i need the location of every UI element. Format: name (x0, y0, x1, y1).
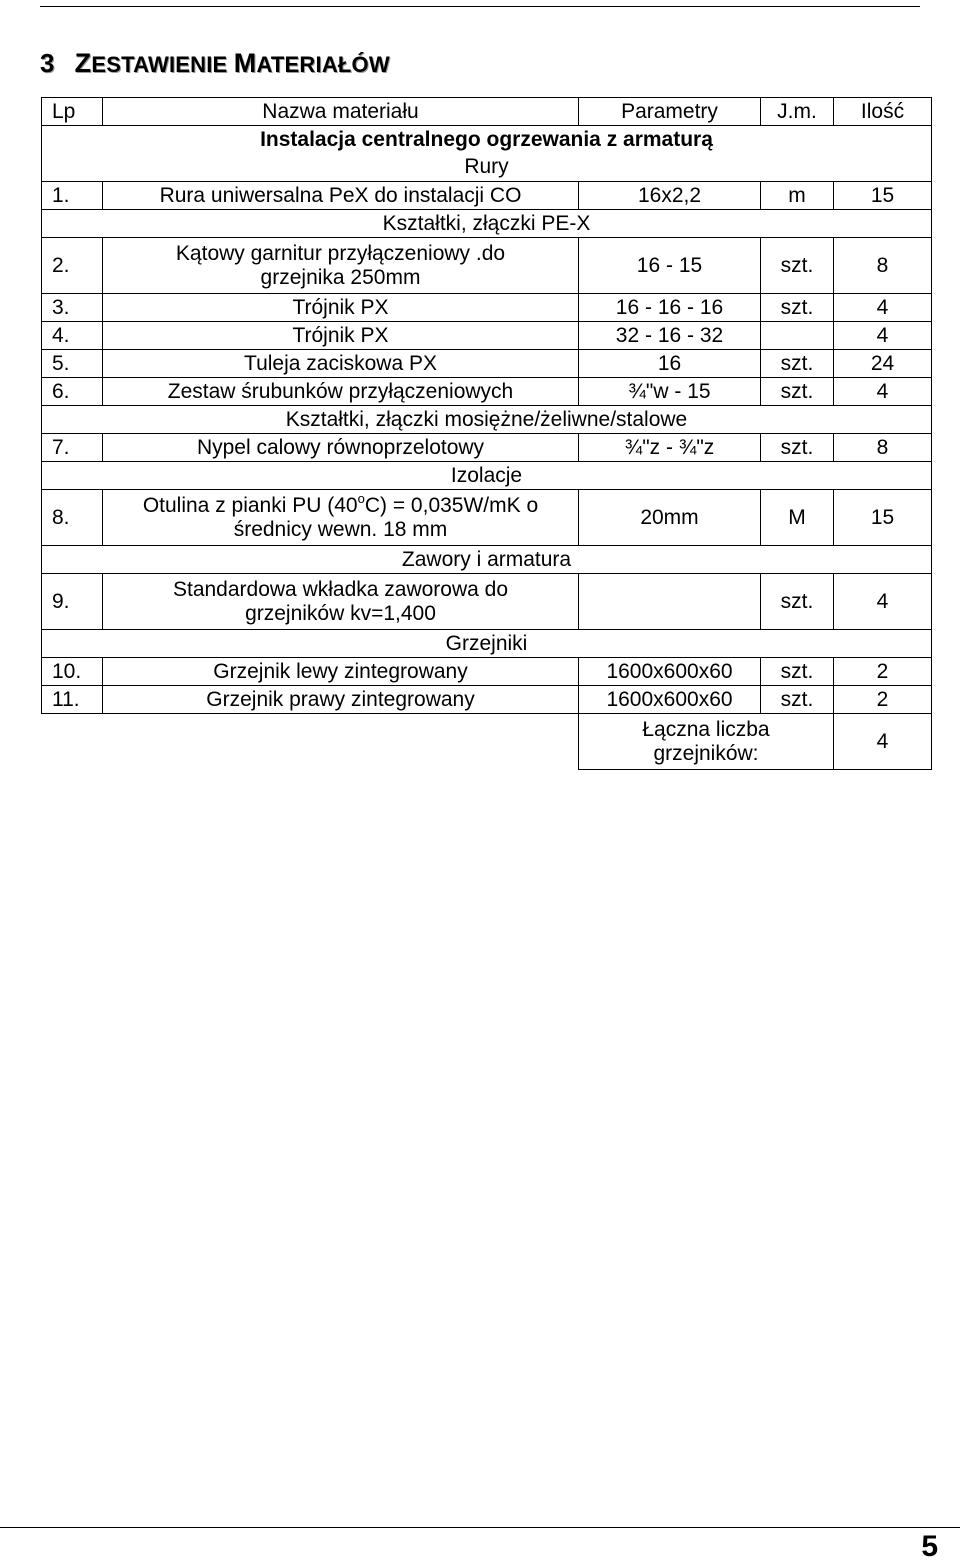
row-qty: 2 (834, 686, 932, 714)
section-zawory: Zawory i armatura (42, 546, 932, 574)
degree-superscript: o (357, 490, 365, 506)
row-unit: szt. (761, 686, 834, 714)
row-qty: 15 (834, 182, 932, 210)
row-param: 16 (579, 350, 761, 378)
table-row (42, 434, 932, 462)
table-row (42, 182, 932, 210)
row-qty: 4 (834, 294, 932, 322)
row-unit (761, 322, 834, 350)
table-row (42, 686, 932, 714)
row-unit: szt. (761, 294, 834, 322)
row-name-line1: Standardowa wkładka zaworowa do (172, 577, 509, 601)
row-param: 16x2,2 (579, 182, 761, 210)
row-unit: szt. (761, 238, 834, 294)
section-row (42, 406, 932, 434)
row-name-line1: Kątowy garnitur przyłączeniowy .do (175, 241, 506, 265)
row-name (103, 238, 579, 294)
header-qty: Ilość (834, 98, 932, 126)
row-name-line2: grzejników kv=1,400 (245, 601, 436, 625)
row-lp: 2. (42, 238, 103, 294)
row-lp: 10. (42, 658, 103, 686)
row-param: 16 - 16 - 16 (579, 294, 761, 322)
row-unit: m (761, 182, 834, 210)
header-unit: J.m. (761, 98, 834, 126)
row-unit: szt. (761, 658, 834, 686)
row-name: Tuleja zaciskowa PX (103, 350, 579, 378)
row-qty: 4 (834, 378, 932, 406)
table-row (42, 490, 932, 546)
section-grzejniki: Grzejniki (42, 630, 932, 658)
section-title-initial-2: M (233, 48, 257, 78)
row-param: ¾"z - ¾"z (579, 434, 761, 462)
row-qty: 15 (834, 490, 932, 546)
row-name-line2: grzejnika 250mm (260, 265, 421, 289)
materials-table (41, 97, 932, 770)
section-heading (40, 48, 390, 79)
section-rury: Rury (42, 154, 932, 182)
table-row (42, 350, 932, 378)
section-row (42, 154, 932, 182)
row-param: 1600x600x60 (579, 686, 761, 714)
total-label-line1: Łączna liczba (642, 717, 770, 741)
row-name: Rura uniwersalna PeX do instalacji CO (103, 182, 579, 210)
section-ksztaltki-mosiezne: Kształtki, złączki mosiężne/żeliwne/stalowe (42, 406, 932, 434)
table-row (42, 574, 932, 630)
section-izolacje: Izolacje (42, 462, 932, 490)
row-lp: 8. (42, 490, 103, 546)
row-unit: szt. (761, 574, 834, 630)
section-row (42, 630, 932, 658)
section-ksztaltki-pex: Kształtki, złączki PE-X (42, 210, 932, 238)
row-name-line1-a: Otulina z pianki PU (40 (142, 493, 358, 517)
row-param: 32 - 16 - 32 (579, 322, 761, 350)
row-qty: 4 (834, 574, 932, 630)
section-title-part-2: ATERIAŁÓW (256, 52, 390, 77)
row-param: 1600x600x60 (579, 658, 761, 686)
row-lp: 5. (42, 350, 103, 378)
total-row (42, 714, 932, 770)
page-number: 5 (921, 1530, 938, 1563)
row-name: Grzejnik lewy zintegrowany (103, 658, 579, 686)
section-row (42, 546, 932, 574)
row-lp: 11. (42, 686, 103, 714)
total-row-spacer (42, 714, 579, 770)
row-unit: M (761, 490, 834, 546)
row-unit: szt. (761, 378, 834, 406)
row-name: Trójnik PX (103, 294, 579, 322)
table-row (42, 294, 932, 322)
row-param: ¾"w - 15 (579, 378, 761, 406)
row-lp: 6. (42, 378, 103, 406)
row-lp: 3. (42, 294, 103, 322)
row-qty: 2 (834, 658, 932, 686)
header-lp: Lp (42, 98, 103, 126)
row-lp: 4. (42, 322, 103, 350)
row-name-line2: średnicy wewn. 18 mm (233, 517, 448, 541)
section-row (42, 210, 932, 238)
row-name-line1-b: C) = 0,035W/mK o (364, 493, 539, 517)
total-value: 4 (834, 714, 932, 770)
main-heading-row (42, 126, 932, 154)
header-params: Parametry (579, 98, 761, 126)
section-title-initial-1: Z (74, 48, 92, 78)
row-param (579, 574, 761, 630)
total-label (579, 714, 834, 770)
section-title-part-1: ESTAWIENIE (91, 52, 234, 77)
row-unit: szt. (761, 434, 834, 462)
row-name (103, 490, 579, 546)
table-row (42, 658, 932, 686)
row-qty: 8 (834, 434, 932, 462)
row-name: Zestaw śrubunków przyłączeniowych (103, 378, 579, 406)
row-lp: 7. (42, 434, 103, 462)
table-row (42, 238, 932, 294)
section-number: 3 (40, 48, 55, 78)
row-param: 16 - 15 (579, 238, 761, 294)
row-param: 20mm (579, 490, 761, 546)
section-row (42, 462, 932, 490)
top-rule (40, 6, 920, 7)
row-lp: 1. (42, 182, 103, 210)
row-name: Grzejnik prawy zintegrowany (103, 686, 579, 714)
main-heading: Instalacja centralnego ogrzewania z armaturą (42, 126, 932, 154)
row-name: Nypel calowy równoprzelotowy (103, 434, 579, 462)
bottom-rule (0, 1527, 960, 1528)
row-name: Trójnik PX (103, 322, 579, 350)
row-lp: 9. (42, 574, 103, 630)
row-qty: 24 (834, 350, 932, 378)
table-row (42, 378, 932, 406)
row-name (103, 574, 579, 630)
row-qty: 4 (834, 322, 932, 350)
row-unit: szt. (761, 350, 834, 378)
row-name-line1 (103, 490, 578, 518)
table-row (42, 322, 932, 350)
total-label-line2: grzejników: (653, 741, 759, 765)
header-name: Nazwa materiału (103, 98, 579, 126)
row-qty: 8 (834, 238, 932, 294)
table-header-row (42, 98, 932, 126)
